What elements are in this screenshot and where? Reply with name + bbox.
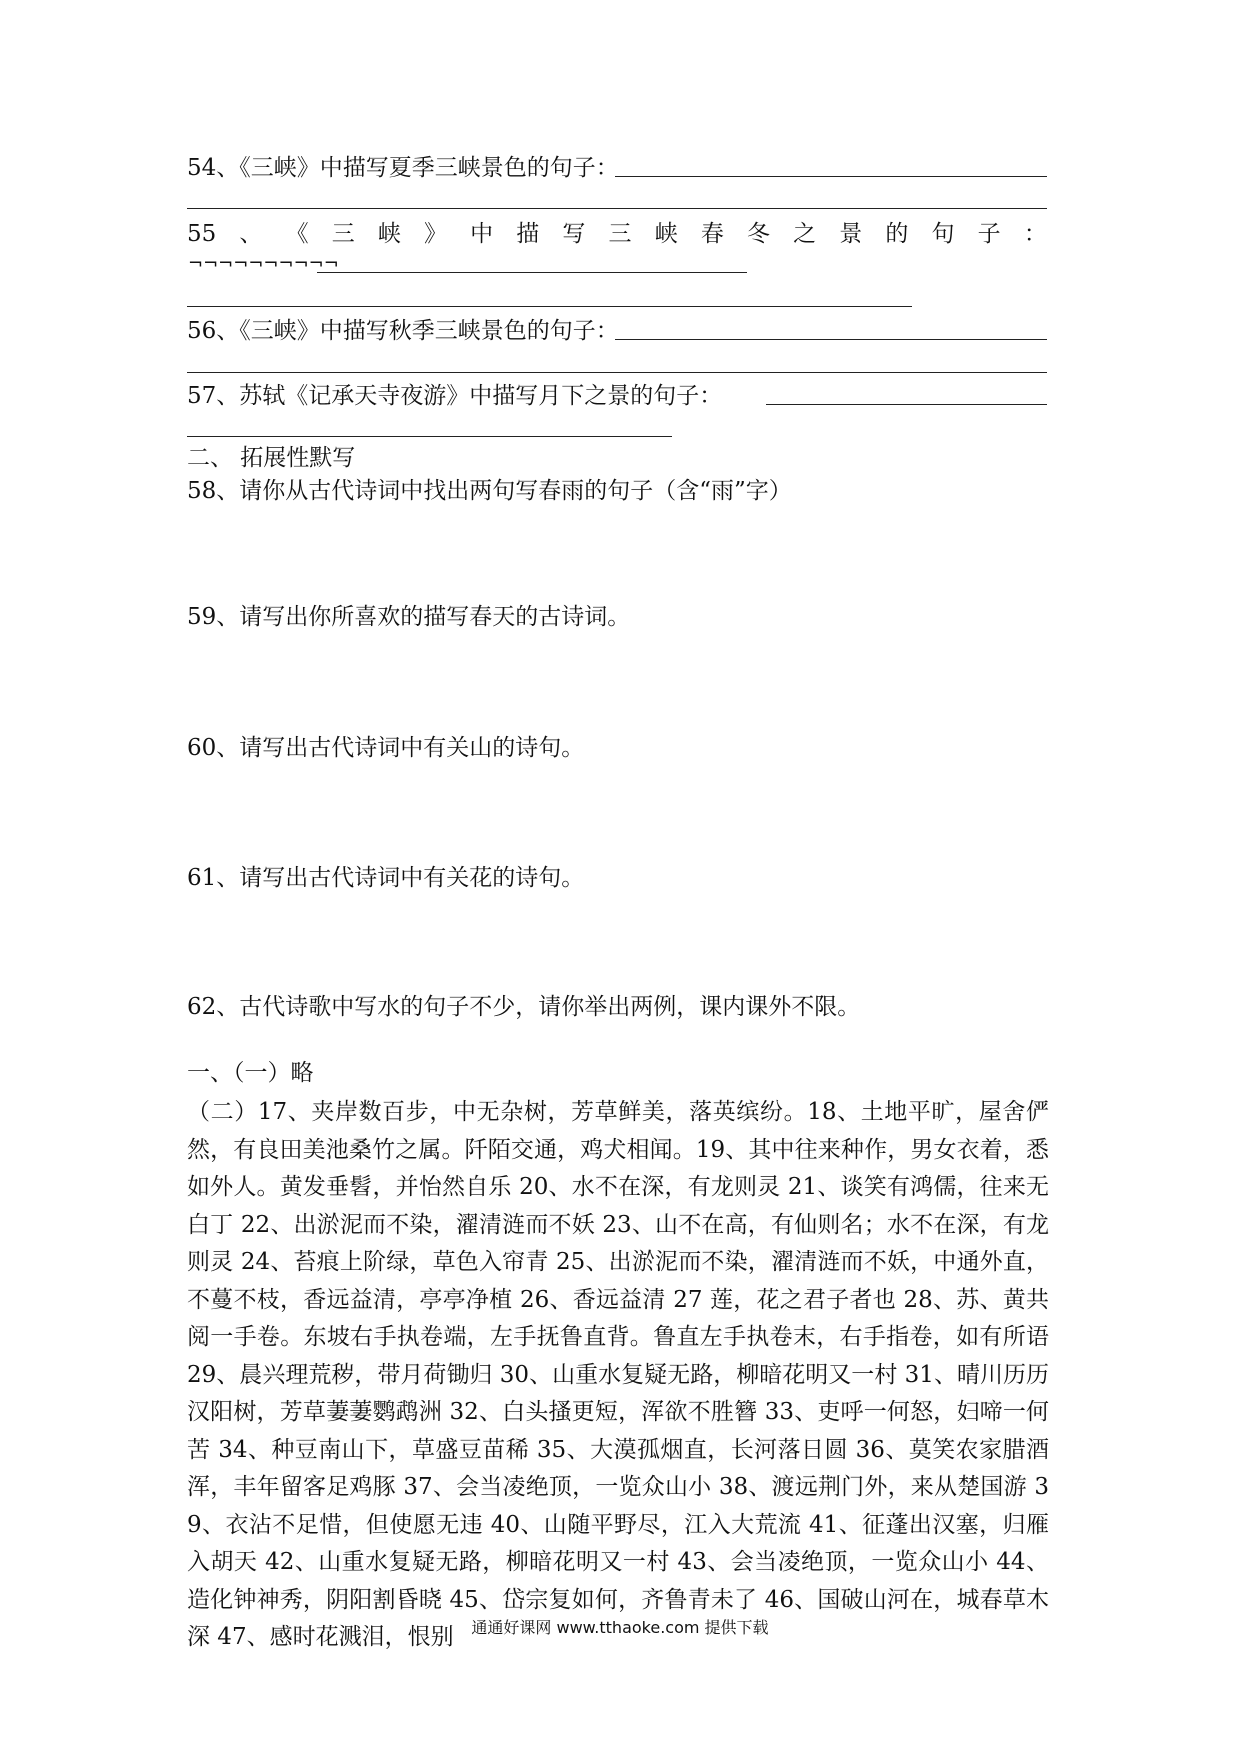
page-footer: 通通好课网 www.tthaoke.com 提供下载	[471, 1618, 769, 1637]
question-55-char: 《	[285, 221, 309, 247]
question-61: 61、请写出古代诗词中有关花的诗句。	[187, 865, 585, 891]
question-56: 56、《三峡》中描写秋季三峡景色的句子：	[187, 318, 619, 344]
question-54: 54、《三峡》中描写夏季三峡景色的句子：	[187, 155, 619, 181]
answer-blank-55a[interactable]	[317, 272, 747, 273]
question-55-char: 三	[331, 221, 355, 247]
answer-blank-54b[interactable]	[187, 208, 1047, 209]
answer-blank-56b[interactable]	[187, 372, 1047, 373]
question-55-char: 春	[700, 221, 724, 247]
question-55-char: 描	[516, 221, 540, 247]
question-60: 60、请写出古代诗词中有关山的诗句。	[187, 735, 585, 761]
question-55	[187, 218, 1047, 250]
question-55-char: 三	[608, 221, 632, 247]
question-55-char: 》	[423, 221, 447, 247]
question-55-char: 冬	[746, 221, 770, 247]
question-55-char: ：	[1023, 221, 1047, 247]
question-55-char: 中	[470, 221, 494, 247]
question-55-char: 写	[562, 221, 586, 247]
question-62: 62、古代诗歌中写水的句子不少，请你举出两例，课内课外不限。	[187, 994, 861, 1020]
answer-blank-57b[interactable]	[187, 436, 672, 437]
question-55-marks: ¬¬¬¬¬¬¬¬¬¬	[188, 253, 339, 274]
question-55-char: 子	[977, 221, 1001, 247]
question-55-char: 之	[793, 221, 817, 247]
answer-blank-57a[interactable]	[766, 404, 1047, 405]
question-55-char: 55	[187, 221, 217, 247]
question-57: 57、苏轼《记承天寺夜游》中描写月下之景的句子：	[187, 383, 723, 409]
answers-body: （二）17、夹岸数百步，中无杂树，芳草鲜美，落英缤纷。18、土地平旷，屋舍俨然，有良田美池桑竹之属。阡陌交通，鸡犬相闻。19、其中往来种作，男女衣着，悉如外人。黄发垂髫，并怡然自乐 20、水不在深，有龙则灵 21、谈笑有鸿儒，往来无白丁 22、出淤泥而不染，濯清涟而不妖 23、山不在高，有仙则名；水不在深，有龙则灵 24、苔痕上阶绿，草色入帘青 25、出淤泥而不染，濯清涟而不妖，中通外直，不蔓不枝，香远益清，亭亭净植 26、香远益清 27 莲，花之君子者也 28、苏、黄共阅一手卷。东坡右手执卷端，左手抚鲁直背。鲁直左手执卷末，右手指卷，如有所语 29、晨兴理荒秽，带月荷锄归 30、山重水复疑无路，柳暗花明又一村 31、晴川历历汉阳树，芳草萋萋鹦鹉洲 32、白头搔更短，浑欲不胜簪 33、吏呼一何怒，妇啼一何苦 34、种豆南山下，草盛豆苗稀 35、大漠孤烟直，长河落日圆 36、莫笑农家腊酒浑，丰年留客足鸡豚 37、会当凌绝顶，一览众山小 38、渡远荆门外，来从楚国游 39、衣沾不足惜，但使愿无违 40、山随平野尽，江入大荒流 41、征蓬出汉塞，归雁入胡天 42、山重水复疑无路，柳暗花明又一村 43、会当凌绝顶，一览众山小 44、造化钟神秀，阴阳割昏晓 45、岱宗复如何，齐鲁青未了 46、国破山河在，城春草木深 47、感时花溅泪，恨别	[187, 1099, 1049, 1650]
question-59: 59、请写出你所喜欢的描写春天的古诗词。	[187, 604, 631, 630]
question-55-char: 的	[885, 221, 909, 247]
question-55-char: 峡	[377, 221, 401, 247]
section-heading: 二、 拓展性默写	[187, 445, 356, 471]
question-55-char: 景	[839, 221, 863, 247]
answer-blank-54a[interactable]	[615, 176, 1047, 177]
question-58: 58、请你从古代诗词中找出两句写春雨的句子（含“雨”字）	[187, 478, 792, 504]
question-55-char: 、	[239, 221, 263, 247]
question-55-char: 峡	[654, 221, 678, 247]
answers-heading: 一、（一）略	[187, 1060, 314, 1086]
answer-blank-56a[interactable]	[615, 339, 1047, 340]
answer-blank-55b[interactable]	[187, 306, 912, 307]
question-55-char: 句	[931, 221, 955, 247]
